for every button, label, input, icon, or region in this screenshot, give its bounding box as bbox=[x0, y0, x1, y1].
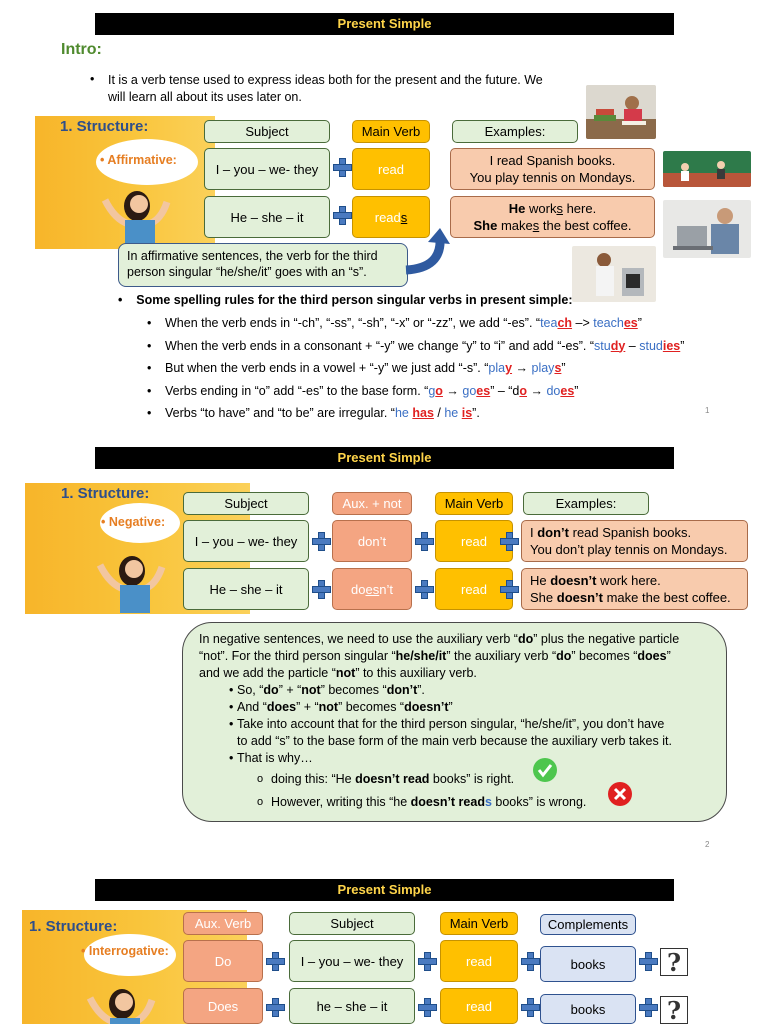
plus-icon bbox=[639, 952, 657, 970]
laptop-photo bbox=[663, 200, 751, 258]
plus-icon bbox=[312, 532, 330, 550]
row2-subject: He – she – it bbox=[204, 196, 330, 238]
slide1-title: Present Simple bbox=[95, 13, 674, 35]
spelling-rules-list bbox=[143, 312, 684, 425]
plus-icon bbox=[500, 532, 518, 550]
rule-item: • But when the verb ends in a vowel + “-y” we just add “-s”. “play → plays” bbox=[143, 357, 684, 380]
col-subject: Subject bbox=[204, 120, 330, 143]
row2-examples: He doesn’t work here. She doesn’t make the best coffee. bbox=[521, 568, 748, 610]
col-complements: Complements bbox=[540, 914, 636, 935]
plus-icon bbox=[415, 532, 433, 550]
plus-icon bbox=[415, 580, 433, 598]
rule-item: • Verbs ending in “o” add “-es” to the base form. “go → goes” – “do → does” bbox=[143, 380, 684, 403]
intro-text: It is a verb tense used to express ideas both for the present and the future. We will learn all about its uses later on. bbox=[108, 73, 543, 104]
row2-verb: read bbox=[435, 568, 513, 610]
row2-subject: He – she – it bbox=[183, 568, 309, 610]
plus-icon bbox=[312, 580, 330, 598]
row1-aux: don’t bbox=[332, 520, 412, 562]
row2-examples: He works here. She makes the best coffee. bbox=[450, 196, 655, 238]
row1-subject: I – you – we- they bbox=[204, 148, 330, 190]
row2-aux: Does bbox=[183, 988, 263, 1024]
negative-explanation: In negative sentences, we need to use the auxiliary verb “do” plus the negative particle “not”. For the third person singular “he/she/it” the auxiliary verb “do” becomes “does” and we add the particle “not” to this auxiliary verb. • So, “do” + “not” becomes “don’t”. • And “does” + “not” becomes “doesn’t” • Take into account that for the third person singular, “he/she/it”, you don’t have to add “s” to the base form of the main verb because the auxiliary verb takes it. • That is why… o doing this: “He doesn’t read books” is right. o However, writing this “he doesn’t reads books” is wrong. bbox=[182, 622, 727, 822]
col-main-verb: Main Verb bbox=[440, 912, 518, 935]
row1-examples: I read Spanish books. You play tennis on Mondays. bbox=[450, 148, 655, 190]
plus-icon bbox=[333, 206, 351, 224]
row1-verb: read bbox=[352, 148, 430, 190]
row1-complement: books bbox=[540, 946, 636, 982]
plus-icon bbox=[521, 998, 539, 1016]
affirmative-callout: In affirmative sentences, the verb for the third person singular “he/she/it” goes with an “s”. bbox=[118, 243, 408, 287]
girl-illustration bbox=[95, 180, 195, 248]
row2-subject: he – she – it bbox=[289, 988, 415, 1024]
row2-verb: read s bbox=[352, 196, 430, 238]
col-subject: Subject bbox=[289, 912, 415, 935]
plus-icon bbox=[521, 952, 539, 970]
page-number: 2 bbox=[705, 840, 710, 849]
col-aux-not: Aux. + not bbox=[332, 492, 412, 515]
row1-subject: I – you – we- they bbox=[289, 940, 415, 982]
row1-examples: I don’t read Spanish books. You don’t play tennis on Mondays. bbox=[521, 520, 748, 562]
row1-subject: I – you – we- they bbox=[183, 520, 309, 562]
row2-complement: books bbox=[540, 994, 636, 1024]
girl-illustration bbox=[80, 978, 180, 1024]
interrogative-label: • Interrogative: bbox=[81, 944, 169, 958]
cross-icon bbox=[608, 782, 632, 806]
structure-heading: 1. Structure: bbox=[61, 485, 150, 502]
plus-icon bbox=[418, 998, 436, 1016]
rule-item: • When the verb ends in a consonant + “-y” we change “y” to “i” and add “-es”. “study – studies” bbox=[143, 335, 684, 358]
col-main-verb: Main Verb bbox=[352, 120, 430, 143]
intro-heading: Intro: bbox=[61, 41, 102, 58]
coffee-photo bbox=[572, 246, 656, 302]
negative-label: • Negative: bbox=[101, 515, 166, 529]
plus-icon bbox=[266, 998, 284, 1016]
plus-icon bbox=[500, 580, 518, 598]
slide2-title: Present Simple bbox=[95, 447, 674, 469]
tennis-photo bbox=[663, 151, 751, 187]
spelling-heading: • Some spelling rules for the third person singular verbs in present simple: bbox=[118, 293, 573, 307]
slide3-title: Present Simple bbox=[95, 879, 674, 901]
check-icon bbox=[533, 758, 557, 782]
col-subject: Subject bbox=[183, 492, 309, 515]
question-mark-icon: ? bbox=[660, 948, 688, 976]
col-examples: Examples: bbox=[452, 120, 578, 143]
row1-aux: Do bbox=[183, 940, 263, 982]
question-mark-icon: ? bbox=[660, 996, 688, 1024]
girl-illustration bbox=[90, 545, 190, 613]
intro-bullet: • bbox=[90, 72, 95, 86]
col-examples: Examples: bbox=[523, 492, 649, 515]
structure-heading: 1. Structure: bbox=[60, 118, 149, 135]
row2-aux: do es n’t bbox=[332, 568, 412, 610]
page-number: 1 bbox=[705, 406, 710, 415]
plus-icon bbox=[333, 158, 351, 176]
plus-icon bbox=[639, 998, 657, 1016]
rule-item: • When the verb ends in “-ch”, “-ss”, “-sh”, “-x” or “-zz”, we add “-es”. “teach –> teaches” bbox=[143, 312, 684, 335]
col-main-verb: Main Verb bbox=[435, 492, 513, 515]
curved-arrow-icon bbox=[398, 228, 450, 278]
plus-icon bbox=[266, 952, 284, 970]
structure-heading: 1. Structure: bbox=[29, 918, 118, 935]
row1-verb: read bbox=[435, 520, 513, 562]
row2-verb: read bbox=[440, 988, 518, 1024]
plus-icon bbox=[418, 952, 436, 970]
col-aux-verb: Aux. Verb bbox=[183, 912, 263, 935]
affirmative-label: • Affirmative: bbox=[100, 153, 177, 167]
rule-item: • Verbs “to have” and “to be” are irregular. “he has / he is”. bbox=[143, 402, 684, 425]
row1-verb: read bbox=[440, 940, 518, 982]
reading-photo bbox=[586, 85, 656, 139]
